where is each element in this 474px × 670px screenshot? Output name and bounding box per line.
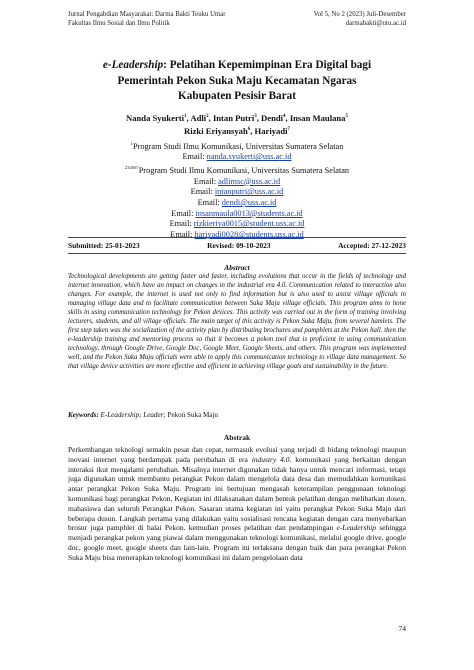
abstrak-part-3: sehingga menjadi perangkat pekon yang piawai dalam menggunakan teknologi komunikasi, melalui google drive, google doc, google meet, google sheets dan lain-lain. Program ini terlaksana dengan baik dan para perangkat Pekon Suka Maju bisa menerapkan teknologi komunikasi ini dalam pengelolaan data [68,523,406,562]
volume-info: Vol 5, No 2 (2023) Juli-Desember [313,11,406,18]
keywords-italic: E-Leadership; Leader; [98,411,166,419]
journal-email: darmabakti@utu.ac.id [345,19,406,27]
affiliation-sup: 1 [130,141,133,146]
author-affiliation-sup: 6 [247,126,251,132]
abstrak-part-1: Perkembangan teknologi semakin pesat dan cepat, termasuk evolusi yang terjadi di bidang teknologi maupun inovasi internet yang berdampak pada perubahan di era [68,445,406,464]
author-name: Hariyadi [254,125,288,136]
keywords-label: Keywords: [68,411,99,419]
author-list [60,111,414,137]
title-line1-rest: : Pelatihan Kepemimpinan Era Digital bagi [163,59,372,71]
abstrak-part-2: . komunikasi yang berkaitan dengan interaksi ikut mengalami perubahan. Misalnya internet digunakan tidak hanya untuk mencari informasi, tetapi juga digunakan untuk membantu perangkat Pekon dalam mengelola data desa dan memudahkan komunikasi antar perangkat Pekon Suka Maju. Program ini bertujuan mengasah keterampilan penggunaan teknologi komunikasi bagi perangkat Pekon. Kegiatan ini dilaksanakan dalam bentuk pelatihan dengan melibatkan dosen, mahasiswa dan seluruh Perangkat Pekon. Sasaran utama kegiatan ini yaitu perangkat Pekon Suka Maju dari beberapa dusun. Langkah pertama yang dilakukan yaitu sosialisasi rencana kegiatan dengan cara menyebarkan brosur juga pamphlet di balai Pekon. kemudian proses pelatihan dan pendampingan [68,454,406,533]
email-line [60,187,414,198]
email-line [60,209,414,220]
author-name: Adli [190,112,207,123]
email-label: Email: [190,187,215,197]
abstract-text: Technological developments are getting faster and faster, including evolutions that occur in the fields of technology and internet innovation, which have an impact on changes in the industrial era 4.0. Communication related to interaction also changes. For example, the internet is used not only to find information but is also used to assist village officials in managing village data and to facilitate communication between Suka Maju village officials. This program aims to hone skills in using communication technology for Pekon devices. This activity was carried out in the form of training involving lecturers, students, and all village officials. The main target of this activity is Pekon Suka Maju, from several hamlets. The first step taken was the socialization of the activity plan by distributing brochures and pamphlets at the Pekon hall. then the e-leadership training and mentoring process so that it becomes a pekon tool that is proficient in using communication technology, through Google Drive, Google Doc, Google Meet, Google Sheets, and others. This program was implemented well, and the Pekon Suka Maju officials were able to apply this communication technology to village data management. So that village device activities are more effective and efficient in achieving village goals and sustainability in the future. [68,273,406,370]
affiliation-list [60,139,414,241]
affiliation-line [60,163,414,176]
email-label: Email: [197,198,222,208]
keywords-line [68,411,218,419]
email-line [60,177,414,188]
email-line [60,219,414,230]
author-affiliation-sup: 7 [287,126,290,132]
paper-title [60,58,414,105]
email-link[interactable]: adlimsc@uss.ac.id [218,176,281,186]
author-name: Intan Putri [212,112,255,123]
email-line [60,152,414,163]
affiliation-text: Program Studi Ilmu Komunikasi, Universitas Sumatera Selatan [138,165,350,175]
author-affiliation-sup: 5 [345,114,348,119]
author-name: Dendi [261,112,284,123]
author-line-2: Rizki Eriyansyah$^6$, Hariyadi$^7$ [184,125,290,136]
date-row [68,241,406,250]
author-affiliation-sup: 1 [184,114,187,119]
email-label: Email: [170,230,195,240]
author-name: Rizki Eriyansyah [184,125,248,136]
top-divider [68,237,406,238]
accepted-date: Accepted: 27-12-2023 [338,241,406,250]
abstrak-heading: Abstrak [223,433,251,442]
author-name: Insan Maulana [289,112,346,123]
author-name: Nanda Syukerti [126,112,185,123]
revised-date: Revised: 09-10-2023 [207,241,271,250]
author-affiliation-sup: 3 [254,114,257,119]
email-label: Email: [193,176,219,186]
author-affiliation-sup: 2 [206,114,209,119]
email-link[interactable]: intanputri@uss.ac.id [214,187,284,197]
affiliation-text: Program Studi Ilmu Komunikasi, Universitas Sumatera Selatan [132,141,344,151]
bottom-divider [68,253,406,254]
abstrak-italic-2: e-Leadership [336,523,377,533]
keywords-plain: Pekon Suka Maju [165,411,218,419]
affiliation-line [60,139,414,152]
affiliation-sup: 234567 [124,165,139,171]
email-link[interactable]: hariyadi0028@students.uss.ac.id [194,230,304,240]
abstrak-italic-1: industry 4.0 [251,454,290,464]
abstrak-text [68,445,406,563]
title-italic-part: e-Leadership [102,59,164,71]
email-link[interactable]: dendi@uss.ac.id [221,198,277,208]
title-line2: Pemerintah Pekon Suka Maju Kecamatan Ngaras [117,74,357,87]
journal-header-right [314,11,406,28]
email-link[interactable]: rizkieriya0015@student.uss.ac.id [193,219,305,229]
submitted-date: Submitted: 25-01-2023 [68,241,140,250]
title-line3: Kabupaten Pesisir Barat [178,90,296,102]
email-link[interactable]: nanda.syukerti@uss.ac.id [206,152,292,162]
journal-header-left [68,11,226,28]
email-label: Email: [169,219,194,229]
email-line [60,198,414,209]
author-affiliation-sup: 4 [283,114,286,119]
author-line-1: Nanda Syukerti$^1$, Adli$^2$, Intan Putri$^3$, Dendi$^4$, Insan Maulana$^5$ [126,112,348,123]
page-number: 74 [398,624,406,633]
email-link[interactable]: insanmaula0013@students.ac.id [195,208,303,218]
email-line [60,230,414,241]
journal-name: Jurnal Pengabdian Masyarakat: Darma Bakti Teuku Umar [68,11,226,18]
abstract-heading: Abstract [224,263,250,272]
email-label: Email: [171,208,196,218]
email-label: Email: [182,152,207,162]
faculty-name: Fakultas Ilmu Sosial dan Ilmu Politik [68,19,170,27]
